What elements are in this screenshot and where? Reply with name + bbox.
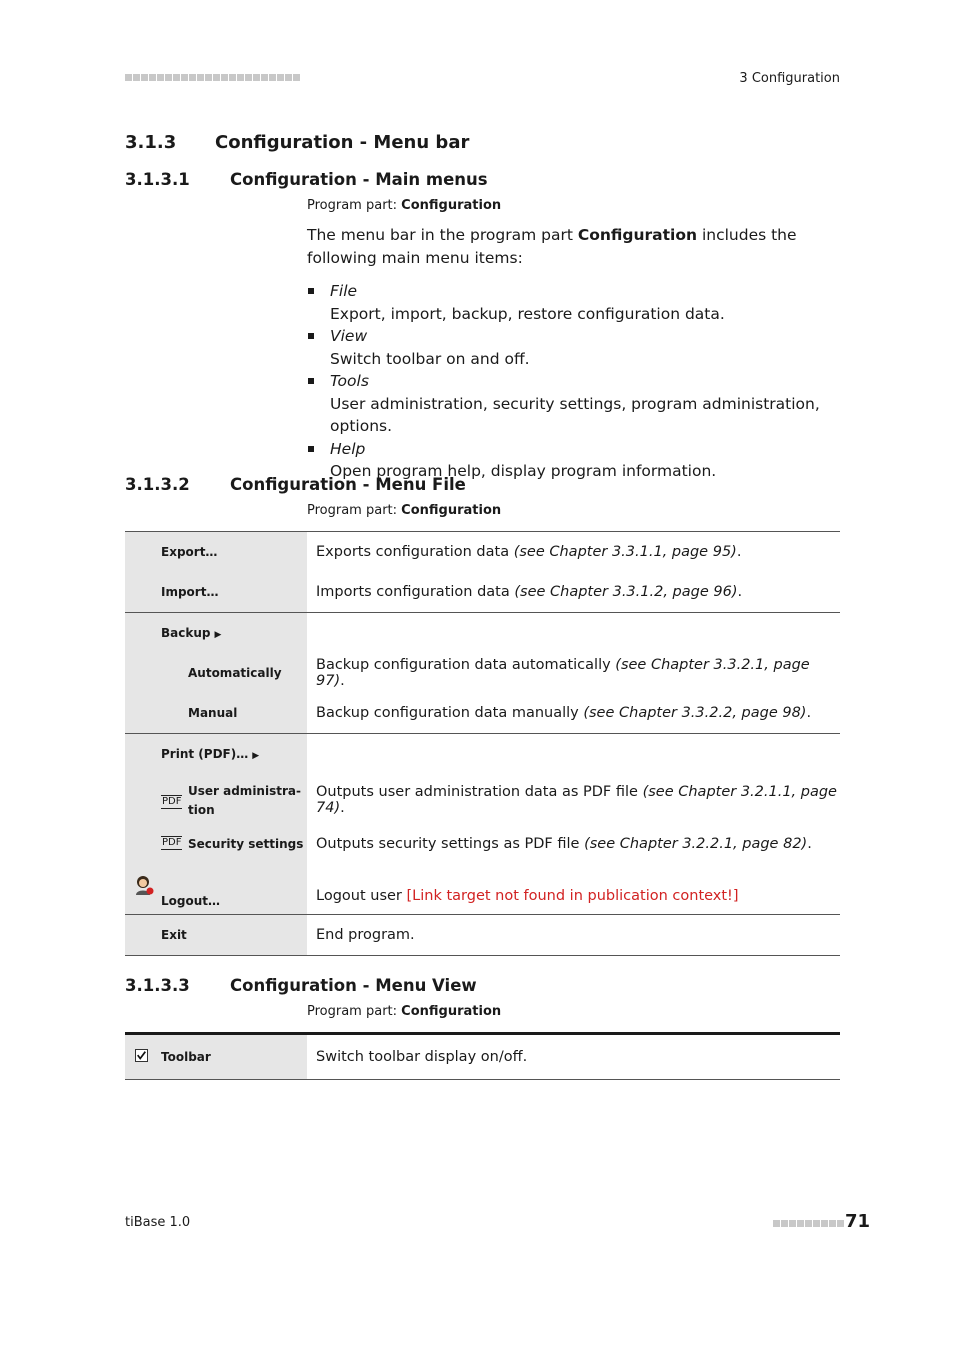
menu-item-export[interactable]: Export… (125, 532, 307, 572)
main-menu-list (307, 280, 852, 483)
menu-row-automatically (125, 653, 840, 693)
menu-item-manual[interactable]: Manual (125, 693, 307, 733)
menu-row-export (125, 532, 840, 572)
main-menus-number: 3.1.3.1 (125, 170, 190, 189)
list-item: View Switch toolbar on and off. (307, 325, 852, 370)
menu-row-print (125, 734, 840, 774)
table-group (125, 734, 840, 915)
description: Imports configuration data (see Chapter 3.3.1.2, page 96). (316, 584, 743, 600)
description: Outputs security settings as PDF file (see Chapter 3.2.2.1, page 82). (316, 836, 812, 852)
menu-row-backup (125, 613, 840, 653)
menu-row-manual (125, 693, 840, 733)
list-item: Tools User administration, security settings, program administration, options. (307, 370, 852, 438)
menu-row-toolbar (125, 1035, 840, 1079)
section-number: 3.1.3 (125, 132, 177, 153)
submenu-arrow-icon: ▶ (214, 630, 222, 640)
checkbox-checked-icon (135, 1049, 148, 1062)
menu-row-logout (125, 866, 840, 914)
menu-item-print[interactable]: Print (PDF)… ▶ (125, 734, 307, 774)
menu-item-backup[interactable]: Backup ▶ (125, 613, 307, 653)
submenu-arrow-icon: ▶ (252, 751, 260, 761)
description: Logout user [Link target not found in publication context!] (316, 888, 739, 904)
list-item: File Export, import, backup, restore configuration data. (307, 280, 852, 325)
header-chapter: 3 Configuration (739, 71, 840, 86)
pdf-icon: PDF (162, 837, 182, 848)
description: Outputs user administration data as PDF file (see Chapter 3.2.1.1, page 74). (316, 784, 837, 816)
program-part-main: Program part: Configuration (307, 198, 502, 213)
description: Exports configuration data (see Chapter 3.3.1.1, page 95). (316, 544, 742, 560)
description: End program. (316, 927, 415, 943)
menu-row-user-admin (125, 774, 840, 822)
header-decoration (125, 74, 300, 82)
description: Switch toolbar display on/off. (316, 1049, 528, 1065)
menu-file-title: Configuration - Menu File (230, 475, 466, 494)
footer-decoration (773, 1220, 844, 1227)
menu-item-logout[interactable]: Logout… (125, 866, 307, 914)
section-heading (125, 132, 469, 153)
menu-view-heading (125, 976, 477, 995)
list-item: Help Open program help, display program information. (307, 438, 852, 483)
menu-item-import[interactable]: Import… (125, 572, 307, 612)
main-menus-title: Configuration - Main menus (230, 170, 488, 189)
footer-product: tiBase 1.0 (125, 1215, 191, 1230)
menu-item-security[interactable]: PDF Security settings (125, 822, 307, 866)
menu-file-heading (125, 475, 466, 494)
table-group (125, 613, 840, 734)
menu-view-number: 3.1.3.3 (125, 976, 190, 995)
menu-item-automatically[interactable]: Automatically (125, 653, 307, 693)
description: Backup configuration data manually (see Chapter 3.3.2.2, page 98). (316, 705, 812, 721)
table-group (125, 915, 840, 955)
menu-file-table (125, 531, 840, 956)
table-group (125, 532, 840, 613)
broken-link[interactable]: [Link target not found in publication context!] (406, 888, 739, 904)
menu-row-exit (125, 915, 840, 955)
pdf-icon: PDF (162, 796, 182, 807)
logout-user-icon (133, 874, 155, 896)
menu-row-security (125, 822, 840, 866)
program-part-file: Program part: Configuration (307, 503, 502, 518)
main-menus-intro: The menu bar in the program part Configuration includes the following main menu items: (307, 226, 797, 267)
section-title: Configuration - Menu bar (215, 132, 470, 153)
menu-item-toolbar[interactable]: Toolbar (125, 1035, 307, 1079)
description: Backup configuration data automatically (see Chapter 3.3.2.1, page 97). (316, 657, 810, 689)
menu-view-title: Configuration - Menu View (230, 976, 477, 995)
menu-item-user-admin[interactable]: PDF User administra- tion (125, 774, 307, 822)
menu-item-exit[interactable]: Exit (125, 915, 307, 955)
menu-view-table (125, 1032, 840, 1080)
page-number: 71 (845, 1211, 871, 1232)
menu-row-import (125, 572, 840, 612)
menu-file-number: 3.1.3.2 (125, 475, 190, 494)
program-part-view: Program part: Configuration (307, 1004, 502, 1019)
main-menus-heading (125, 170, 488, 189)
